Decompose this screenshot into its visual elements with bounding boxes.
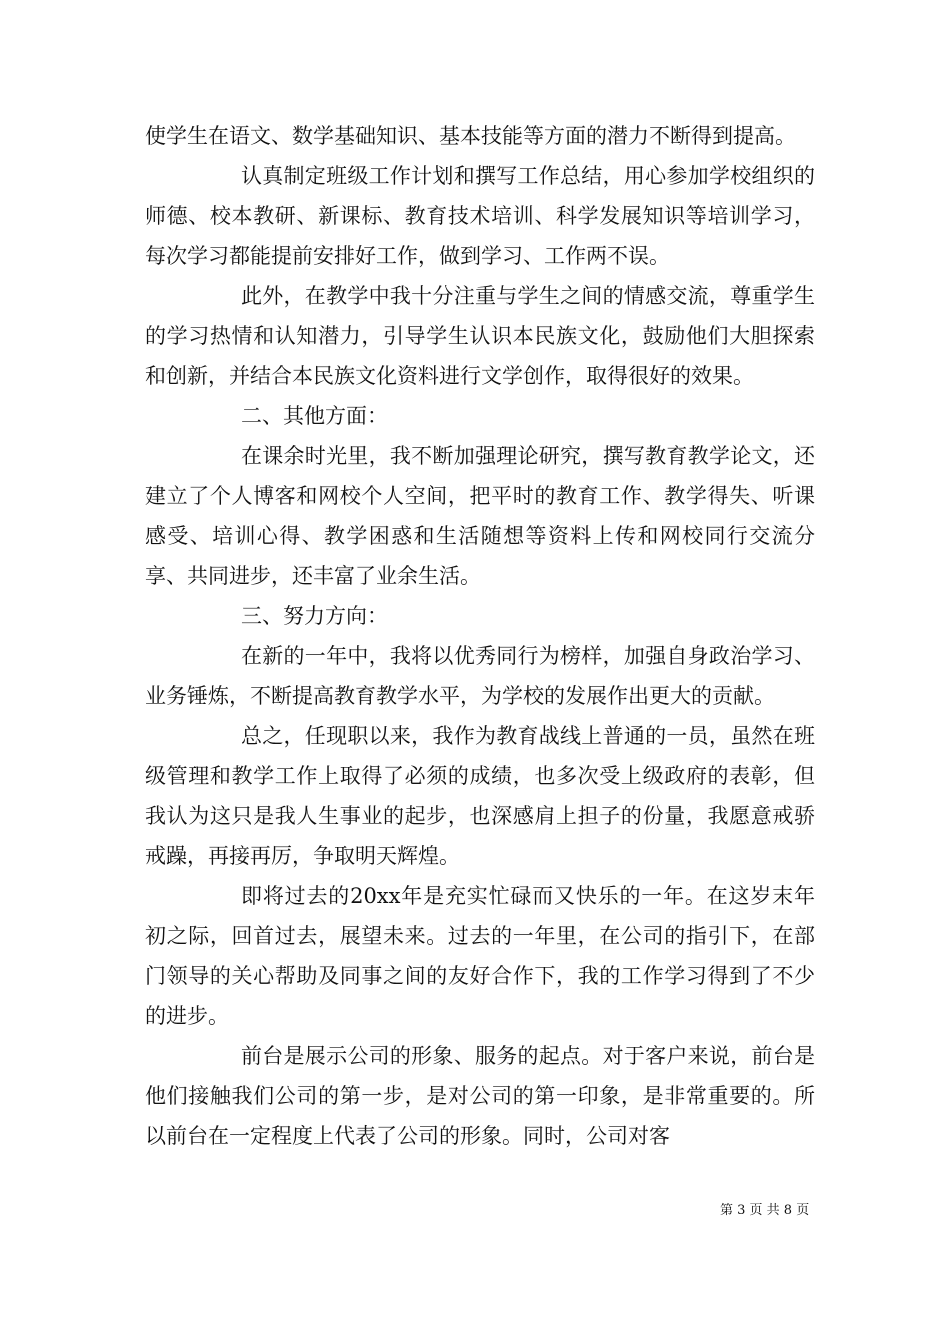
paragraph-9: 即将过去的20xx年是充实忙碌而又快乐的一年。在这岁末年初之际，回首过去，展望未来。过去的一年里，在公司的指引下，在部门领导的关心帮助及同事之间的友好合作下，我的工作学习得到了不少的进步。 (145, 884, 815, 1028)
section-heading-other: 二、其他方面： (241, 404, 388, 428)
paragraph-1: 使学生在语文、数学基础知识、基本技能等方面的潜力不断得到提高。 (145, 124, 796, 148)
document-body (145, 116, 815, 1156)
paragraph-10: 前台是展示公司的形象、服务的起点。对于客户来说，前台是他们接触我们公司的第一步，是对公司的第一印象，是非常重要的。所以前台在一定程度上代表了公司的形象。同时，公司对客 (145, 1044, 815, 1148)
paragraph-7: 在新的一年中，我将以优秀同行为榜样，加强自身政治学习、业务锤炼，不断提高教育教学水平，为学校的发展作出更大的贡献。 (145, 644, 815, 708)
section-heading-direction: 三、努力方向： (241, 604, 388, 628)
paragraph-2: 认真制定班级工作计划和撰写工作总结，用心参加学校组织的师德、校本教研、新课标、教育技术培训、科学发展知识等培训学习，每次学习都能提前安排好工作，做到学习、工作两不误。 (145, 164, 815, 268)
paragraph-8: 总之，任现职以来，我作为教育战线上普通的一员，虽然在班级管理和教学工作上取得了必须的成绩，也多次受上级政府的表彰，但我认为这只是我人生事业的起步，也深感肩上担子的份量，我愿意戒骄戒躁，再接再厉，争取明天辉煌。 (145, 724, 815, 868)
paragraph-3: 此外，在教学中我十分注重与学生之间的情感交流，尊重学生的学习热情和认知潜力，引导学生认识本民族文化，鼓励他们大胆探索和创新，并结合本民族文化资料进行文学创作，取得很好的效果。 (145, 284, 815, 388)
paragraph-5: 在课余时光里，我不断加强理论研究，撰写教育教学论文，还建立了个人博客和网校个人空间，把平时的教育工作、教学得失、听课感受、培训心得、教学困惑和生活随想等资料上传和网校同行交流分享、共同进步，还丰富了业余生活。 (145, 444, 815, 588)
page-number-footer: 第 3 页 共 8 页 (720, 1203, 810, 1218)
